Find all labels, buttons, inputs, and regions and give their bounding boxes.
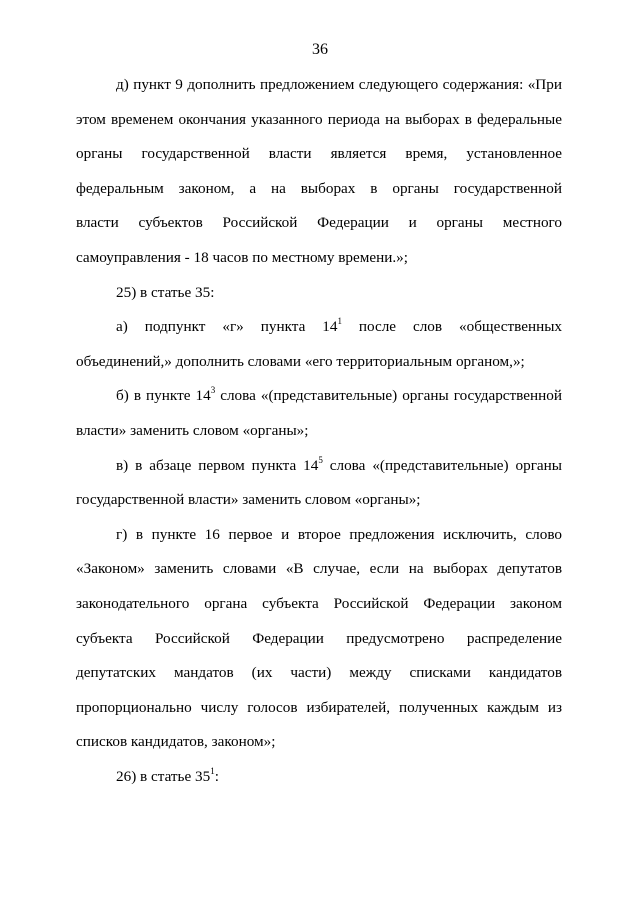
paragraph-d-line-1: д) пункт 9 дополнить предложением следующего содержания: «При xyxy=(116,76,562,93)
paragraph-g-line-2: «Законом» заменить словами «В случае, если на выборах депутатов xyxy=(76,560,562,578)
paragraph-g xyxy=(76,518,562,760)
paragraph-d-line-5: власти субъектов Российской Федерации и органы местного xyxy=(76,214,562,232)
paragraph-v-superscript: 5 xyxy=(318,454,323,465)
paragraph-d-line-3: органы государственной власти является время, установленное xyxy=(76,145,562,163)
paragraph-b-line-1 xyxy=(76,379,562,414)
article-35-1-superscript: 1 xyxy=(210,765,215,776)
paragraph-g-line-5: депутатских мандатов (их части) между списками кандидатов xyxy=(76,664,562,682)
paragraph-b-text-2: слова «(представительные) органы государственной xyxy=(215,387,562,405)
paragraph-a-line-1 xyxy=(76,310,562,345)
paragraph-g-line-3: законодательного органа субъекта Российской Федерации законом xyxy=(76,594,562,612)
paragraph-a xyxy=(76,310,562,379)
page-number: 36 xyxy=(312,41,328,58)
paragraph-a-text-2: после слов «общественных xyxy=(341,318,562,336)
paragraph-v-line-1 xyxy=(76,449,562,484)
paragraph-a-superscript: 1 xyxy=(337,316,342,327)
paragraph-d-line-6: самоуправления - 18 часов по местному времени.»; xyxy=(76,248,408,266)
article-35-1-heading xyxy=(76,760,562,795)
paragraph-b-text-1: б) в пункте 14 xyxy=(116,387,211,405)
article-35-1-colon: : xyxy=(214,767,219,785)
paragraph-d-line-2: этом временем окончания указанного периода на выборах в федеральные xyxy=(76,110,562,128)
paragraph-v-text-2: слова «(представительные) органы xyxy=(322,456,562,474)
paragraph-v-line-2: государственной власти» заменить словом «органы»; xyxy=(76,491,421,509)
paragraph-b xyxy=(76,379,562,448)
paragraph-d xyxy=(76,68,562,276)
article-35-1-text: 26) в статье 35 xyxy=(116,767,211,785)
paragraph-a-line-2: объединений,» дополнить словами «его территориальным органом,»; xyxy=(76,352,525,370)
paragraph-g-line-4: субъекта Российской Федерации предусмотрено распределение xyxy=(76,629,562,647)
paragraph-v-text-1: в) в абзаце первом пункта 14 xyxy=(116,456,319,474)
paragraph-g-line-1: г) в пункте 16 первое и второе предложения исключить, слово xyxy=(116,525,562,543)
paragraph-b-line-2: власти» заменить словом «органы»; xyxy=(76,421,309,439)
paragraph-a-text-1: а) подпункт «г» пункта 14 xyxy=(116,318,338,336)
paragraph-g-line-6: пропорционально числу голосов избирателей, полученных каждым из xyxy=(76,698,562,716)
article-35-heading: 25) в статье 35: xyxy=(116,283,215,301)
paragraph-b-superscript: 3 xyxy=(210,385,216,396)
paragraph-v xyxy=(76,449,562,518)
paragraph-g-line-7: списков кандидатов, законом»; xyxy=(76,733,276,751)
document-body xyxy=(76,68,562,794)
paragraph-d-line-4: федеральным законом, а на выборах в органы государственной xyxy=(76,179,562,197)
